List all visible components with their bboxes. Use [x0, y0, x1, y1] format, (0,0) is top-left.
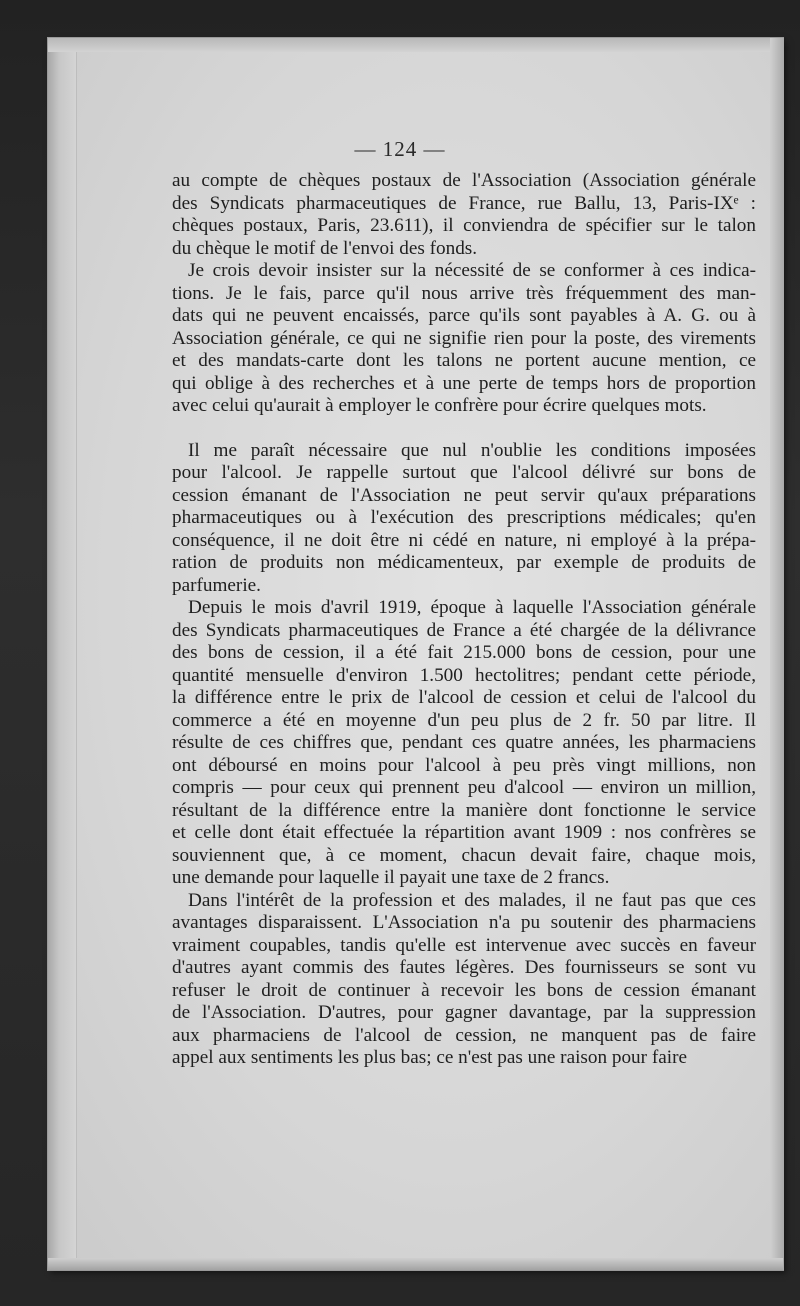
- text-line: au compte de chèques postaux de l'Association (Association générale: [172, 170, 756, 191]
- text-line: avantages disparaissent. L'Association n'a pu soutenir des pharmaciens: [172, 912, 756, 933]
- text-line: dats qui ne peuvent encaissés, parce qu'ils sont payables à A. G. ou à: [172, 305, 756, 326]
- text-line: des bons de cession, il a été fait 215.000 bons de cession, pour une: [172, 642, 756, 663]
- text-line: d'autres ayant commis des fautes légères. Des fournisseurs se sont vu: [172, 957, 756, 978]
- text-line: pharmaceutiques ou à l'exécution des prescriptions médicales; qu'en: [172, 507, 756, 528]
- text-line: commerce a été en moyenne d'un peu plus de 2 fr. 50 par litre. Il: [172, 709, 756, 731]
- text-line: des Syndicats pharmaceutiques de France, rue Ballu, 13, Paris-IXᵉ :: [172, 192, 756, 214]
- text-line: et des mandats-carte dont les talons ne portent aucune mention, ce: [172, 350, 756, 371]
- text-line: refuser le droit de continuer à recevoir les bons de cession émanant: [172, 979, 756, 1001]
- paragraph: [172, 170, 756, 260]
- text-line: conséquence, il ne doit être ni cédé en nature, ni employé à la prépa-: [172, 529, 756, 551]
- page-top-edge: [48, 38, 783, 52]
- text-line: des Syndicats pharmaceutiques de France a été chargée de la délivrance: [172, 619, 756, 641]
- body-text: [172, 170, 756, 1070]
- paragraph: [172, 597, 756, 890]
- text-line: tions. Je le fais, parce qu'il nous arrive très fréquemment des man-: [172, 282, 756, 304]
- page-binding-edge: [48, 38, 77, 1270]
- text-line: Dans l'intérêt de la profession et des malades, il ne faut pas que ces: [188, 889, 756, 911]
- text-line: du chèque le motif de l'envoi des fonds.: [172, 237, 478, 259]
- text-line: chèques postaux, Paris, 23.611), il conviendra de spécifier sur le talon: [172, 215, 756, 236]
- text-line: quantité mensuelle d'environ 1.500 hectolitres; pendant cette période,: [172, 664, 756, 686]
- text-line: et celle dont était effectuée la répartition avant 1909 : nos confrères se: [172, 822, 756, 843]
- page-bottom-edge: [48, 1258, 783, 1270]
- text-line: ont déboursé en moins pour l'alcool à peu près vingt millions, non: [172, 754, 756, 776]
- paragraph: [172, 890, 756, 1070]
- paragraph: [172, 440, 756, 598]
- text-line: Association générale, ce qui ne signifie rien pour la poste, des virements: [172, 327, 756, 349]
- text-line: cession émanant de l'Association ne peut servir qu'aux préparations: [172, 484, 756, 506]
- text-line: appel aux sentiments les plus bas; ce n'est pas une raison pour faire: [172, 1047, 687, 1068]
- text-line: ration de produits non médicamenteux, par exemple de produits de: [172, 552, 756, 573]
- page-number: — 124 —: [354, 137, 446, 161]
- text-line: vraiment coupables, tandis qu'elle est intervenue avec succès en faveur: [172, 934, 756, 956]
- text-line: aux pharmaciens de l'alcool de cession, ne manquent pas de faire: [172, 1024, 756, 1046]
- text-line: compris — pour ceux qui prennent peu d'alcool — environ un million,: [172, 777, 756, 798]
- text-line: résulte de ces chiffres que, pendant ces quatre années, les pharmaciens: [172, 732, 756, 753]
- text-line: résultant de la différence entre la manière dont fonctionne le service: [172, 799, 756, 821]
- text-line: parfumerie.: [172, 574, 261, 596]
- text-line: souviennent que, à ce moment, chacun devait faire, chaque mois,: [172, 844, 756, 866]
- text-line: pour l'alcool. Je rappelle surtout que l'alcool délivré sur bons de: [172, 462, 756, 483]
- page-right-edge: [770, 38, 784, 1270]
- text-line: une demande pour laquelle il payait une taxe de 2 francs.: [172, 867, 610, 888]
- text-line: Je crois devoir insister sur la nécessité de se conformer à ces indica-: [188, 260, 756, 281]
- text-line: Depuis le mois d'avril 1919, époque à laquelle l'Association générale: [188, 597, 756, 618]
- paragraph: [172, 260, 756, 418]
- text-line: de l'Association. D'autres, pour gagner davantage, par la suppression: [172, 1002, 756, 1023]
- paragraph-gap: [172, 418, 756, 440]
- text-line: avec celui qu'aurait à employer le confrère pour écrire quelques mots.: [172, 395, 707, 416]
- text-line: qui oblige à des recherches et à une perte de temps hors de proportion: [172, 372, 756, 394]
- text-line: la différence entre le prix de l'alcool de cession et celui de l'alcool du: [172, 687, 756, 708]
- text-line: Il me paraît nécessaire que nul n'oublie les conditions imposées: [188, 439, 756, 461]
